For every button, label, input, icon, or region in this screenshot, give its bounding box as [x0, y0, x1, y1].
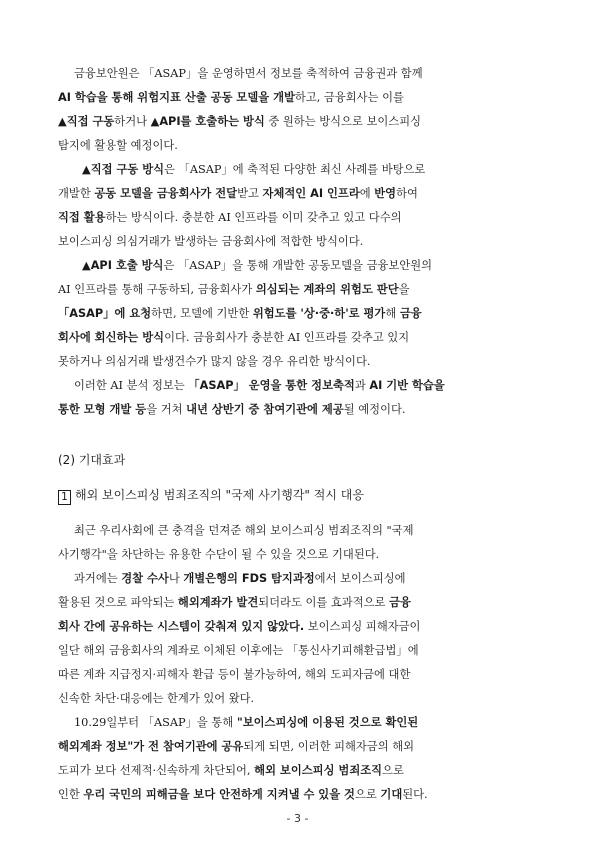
text-span: 따른 계좌 지급정지·피해자 환급 등이 불가능하여, 해외 도피자금에 대한	[58, 668, 411, 681]
bold-text: 기대	[380, 788, 403, 801]
bold-text: 위험도를 '상·중·하'로 평가	[252, 307, 386, 320]
text-span: 일단 해외 금융회사의 계좌로 이체된 이후에는 「통신사기피해환급법」에	[58, 644, 419, 657]
text-span: 은 「ASAP」을 통해 개발한 공동모델을 금융보안원의	[163, 259, 433, 272]
bold-text: 통한 모형 개발 등	[58, 403, 147, 416]
text-line	[74, 715, 542, 731]
text-span: 을 거쳐	[146, 403, 187, 416]
text-span: 하는 방식이다. 충분한 AI 인프라를 이미 갖추고 있고 다수의	[105, 211, 402, 224]
text-span: 사기행각"을 차단하는 유용한 수단이 될 수 있을 것으로 기대된다.	[58, 548, 380, 561]
text-line	[58, 282, 542, 298]
text-span: 인한	[58, 788, 84, 801]
text-span: 개발한	[58, 187, 95, 200]
text-span: 으로	[382, 764, 404, 777]
bold-text: AI 학습을 통해 위험지표 산출 공동 모델을 개발	[58, 91, 295, 104]
bold-text: 해외계좌 정보"가 전 참여기관에 공유	[58, 740, 244, 753]
text-span: 된다.	[402, 788, 428, 801]
bold-text: 「ASAP」 운영을 통한 정보축적	[188, 379, 355, 392]
text-line	[58, 138, 542, 154]
text-line	[58, 402, 542, 418]
text-span: 못하거나 의심거래 발생건수가 많지 않을 경우 유리한 방식이다.	[58, 355, 371, 368]
text-span: 탐지에 활용할 예정이다.	[58, 139, 178, 152]
text-line	[58, 210, 542, 226]
text-span: 과	[354, 379, 370, 392]
text-span: 을	[398, 283, 410, 296]
text-span: 이다. 금융회사가 충분한 AI 인프라를 갖추고 있지	[164, 331, 410, 344]
bold-text: 반영	[374, 187, 397, 200]
text-span: 하거나	[114, 115, 151, 128]
text-line	[58, 643, 542, 659]
text-span: 보이스피싱 피해자금이	[304, 620, 421, 633]
text-line	[58, 234, 542, 250]
bold-text: ▲직접 구동	[58, 115, 115, 128]
text-span: AI 인프라를 통해 구동하되, 금융회사가	[58, 283, 256, 296]
text-line	[58, 619, 542, 635]
subsection-number-box: 1	[58, 490, 71, 505]
text-span: 최근 우리사회에 큰 충격을 던져준 해외 보이스피싱 범죄조직의 "국제	[74, 524, 414, 537]
text-span: 10.29일부터 「ASAP」을 통해	[74, 716, 237, 729]
text-span: 되게 되면, 이러한 피해자금의 해외	[243, 740, 415, 753]
text-line	[58, 787, 542, 803]
text-span: 금융보안원은 「ASAP」을 운영하면서 정보를 축적하여 금융권과 함께	[74, 67, 423, 80]
text-line	[58, 330, 542, 346]
text-span: 보이스피싱 의심거래가 발생하는 금융회사에 적합한 방식이다.	[58, 235, 364, 248]
text-line	[74, 378, 542, 394]
bold-text: 우리 국민의 피해금을 보다 안전하게 지켜낼 수 있을 것	[83, 788, 355, 801]
text-span: 하여	[396, 187, 418, 200]
text-span: 이러한 AI 분석 정보는	[74, 379, 189, 392]
bold-text: 공동 모델을 금융회사가 전달	[94, 187, 238, 200]
bold-text: 회사에 회신하는 방식	[58, 331, 165, 344]
bold-text: 의심되는 계좌의 위험도 판단	[255, 283, 399, 296]
bold-text: 경찰 수사	[121, 572, 169, 585]
subsection-heading	[58, 487, 364, 505]
bold-text: "보이스피싱에 이용된 것으로 확인된	[236, 716, 419, 729]
bold-text: 해외계좌가 발견	[177, 596, 259, 609]
text-line	[58, 186, 542, 202]
text-span: 나	[168, 572, 184, 585]
text-line	[58, 691, 542, 707]
text-line	[58, 354, 542, 370]
bold-text: 내년 상반기 중 참여기관에 제공	[186, 403, 344, 416]
text-span: 될 예정이다.	[343, 403, 406, 416]
bold-text: 「ASAP」에 요청	[58, 307, 152, 320]
text-line	[58, 595, 542, 611]
text-line	[74, 571, 542, 587]
text-line	[58, 667, 542, 683]
bold-text: 회사 간에 공유하는 시스템이 갖춰져 있지 않았다.	[58, 620, 305, 633]
section-heading: (2) 기대효과	[58, 453, 126, 467]
text-span: 도피가 보다 선제적·신속하게 차단되어,	[58, 764, 255, 777]
text-line	[58, 763, 542, 779]
text-span: 중 원하는 방식으로 보이스피싱	[264, 115, 422, 128]
subsection-title: 해외 보이스피싱 범죄조직의 "국제 사기행각" 적시 대응	[75, 488, 364, 502]
text-line	[58, 90, 542, 106]
text-line	[58, 306, 542, 322]
bold-text: 개별은행의 FDS 탐지과정	[183, 572, 315, 585]
bold-text: ▲직접 구동 방식	[82, 163, 165, 176]
bold-text: ▲API 호출 방식	[82, 259, 164, 272]
text-span: 은 「ASAP」에 축적된 다양한 최신 사례를 바탕으로	[164, 163, 426, 176]
text-span: 에	[359, 187, 375, 200]
text-line	[74, 66, 542, 82]
text-span: 신속한 차단·대응에는 한계가 있어 왔다.	[58, 692, 255, 705]
text-span: 해	[385, 307, 400, 320]
bold-text: AI 기반 학습을	[369, 379, 445, 392]
text-span: 하면, 모델에 기반한	[151, 307, 253, 320]
text-line	[58, 547, 542, 563]
text-span: 받고	[237, 187, 263, 200]
text-span: 으로	[354, 788, 381, 801]
bold-text: 금융	[389, 596, 411, 609]
text-span: 되더라도 이를 효과적으로	[258, 596, 390, 609]
text-line	[58, 114, 542, 130]
bold-text: 금융	[399, 307, 422, 320]
text-span: 에서 보이스피싱에	[314, 572, 406, 585]
bold-text: 직접 활용	[58, 211, 106, 224]
text-line	[82, 162, 542, 178]
text-line	[74, 523, 542, 539]
text-span: 과거에는	[74, 572, 122, 585]
text-line	[82, 258, 542, 274]
text-span: 활용된 것으로 파악되는	[58, 596, 178, 609]
bold-text: ▲API를 호출하는 방식	[150, 115, 265, 128]
text-line	[58, 739, 542, 755]
page-number: - 3 -	[286, 812, 309, 825]
bold-text: 자체적인 AI 인프라	[262, 187, 360, 200]
bold-text: 해외 보이스피싱 범죄조직	[254, 764, 383, 777]
text-span: 하고, 금융회사는 이를	[294, 91, 404, 104]
